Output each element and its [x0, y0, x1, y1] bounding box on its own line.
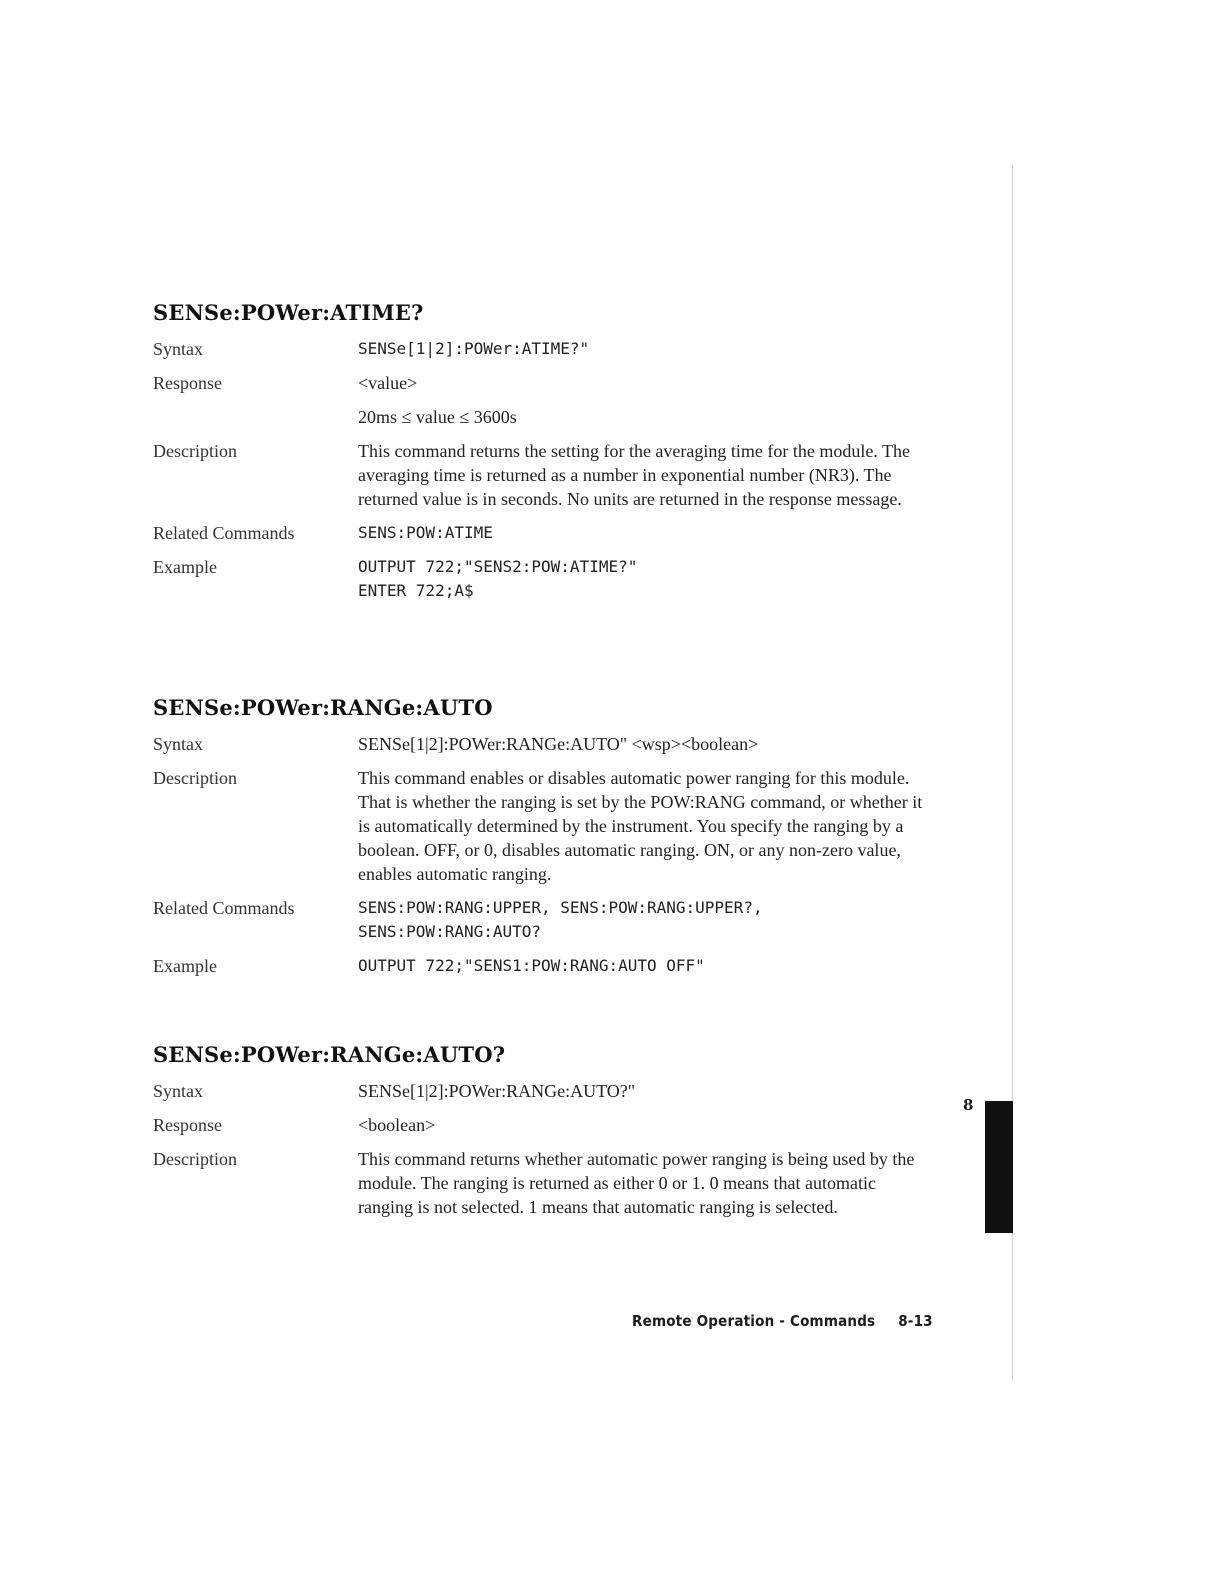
row-label: Related Commands	[153, 898, 295, 918]
row-label: Response	[153, 1115, 222, 1135]
section-heading: SENSe:POWer:RANGe:AUTO	[153, 695, 493, 720]
example-row	[153, 555, 933, 603]
row-label	[153, 405, 358, 429]
example-line: ENTER 722;A$	[358, 581, 474, 600]
row-label: Syntax	[153, 734, 204, 754]
row-label: Example	[153, 956, 217, 976]
range-row	[153, 405, 933, 429]
syntax-row	[153, 1079, 933, 1103]
description-row	[153, 439, 933, 511]
example-code	[358, 555, 933, 603]
description-row	[153, 1147, 933, 1219]
range-value: 20ms ≤ value ≤ 3600s	[358, 407, 517, 427]
related-commands-row	[153, 521, 933, 545]
description-text: This command enables or disables automatic power ranging for this module. That is whether the ranging is set by the POW:RANG command, or whether it is automatically determined by the instrument. You specify the ranging by a boolean. OFF, or 0, disables automatic ranging. ON, or any non-zero value, enables automatic ranging.	[358, 768, 923, 884]
description-text: This command returns whether automatic power ranging is being used by the module. The ranging is returned as either 0 or 1. 0 means that automatic ranging is not selected. 1 means that automatic ranging is selected.	[358, 1149, 915, 1217]
page-number: 8-13	[898, 1312, 933, 1330]
section-range-auto-query	[153, 1042, 933, 1229]
section-range-auto	[153, 695, 933, 988]
description-row	[153, 766, 933, 886]
row-label: Response	[153, 373, 222, 393]
example-line: OUTPUT 722;"SENS2:POW:ATIME?"	[358, 557, 638, 576]
related-command-line: SENS:POW:RANG:UPPER, SENS:POW:RANG:UPPER?,	[358, 898, 763, 917]
syntax-row	[153, 732, 933, 756]
syntax-row	[153, 337, 933, 361]
response-value: <value>	[358, 373, 418, 393]
response-value: <boolean>	[358, 1115, 436, 1135]
section-heading: SENSe:POWer:RANGe:AUTO?	[153, 1042, 506, 1067]
syntax-value: SENSe[1|2]:POWer:RANGe:AUTO" <wsp><boolean>	[358, 734, 759, 754]
row-label: Example	[153, 557, 217, 577]
row-label: Description	[153, 441, 237, 461]
row-label: Related Commands	[153, 523, 295, 543]
row-label: Syntax	[153, 1081, 204, 1101]
response-row	[153, 1113, 933, 1137]
description-text: This command returns the setting for the averaging time for the module. The averaging time is returned as a number in exponential number (NR3). The returned value is in seconds. No units are returned in the response message.	[358, 441, 911, 509]
row-label: Description	[153, 768, 237, 788]
chapter-tab-number: 8	[963, 1096, 974, 1114]
related-commands-value	[358, 896, 933, 944]
syntax-value: SENSe[1|2]:POWer:RANGe:AUTO?"	[358, 1081, 636, 1101]
section-atime-query	[153, 300, 933, 613]
row-label: Description	[153, 1149, 237, 1169]
related-command-line: SENS:POW:RANG:AUTO?	[358, 922, 542, 941]
chapter-tab-marker	[985, 1101, 1013, 1233]
syntax-value: SENSe[1|2]:POWer:ATIME?"	[358, 339, 590, 358]
row-label: Syntax	[153, 339, 204, 359]
example-row	[153, 954, 933, 978]
related-commands-row	[153, 896, 933, 944]
related-commands-value: SENS:POW:ATIME	[358, 523, 493, 542]
footer-title: Remote Operation - Commands	[632, 1312, 876, 1330]
page-footer	[632, 1312, 933, 1330]
response-row	[153, 371, 933, 395]
example-code: OUTPUT 722;"SENS1:POW:RANG:AUTO OFF"	[358, 956, 705, 975]
section-heading: SENSe:POWer:ATIME?	[153, 300, 424, 325]
